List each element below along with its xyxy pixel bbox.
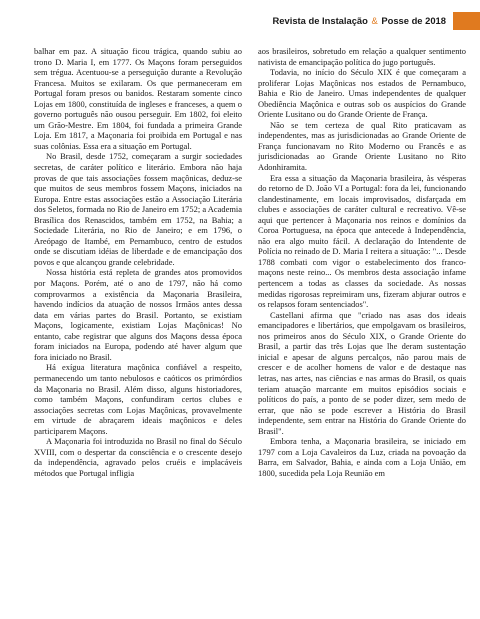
paragraph: A Maçonaria foi introduzida no Brasil no final do Século XVIII, com o despertar da consciência e o crescente desejo da independência, agravado pelos cruéis e implacáveis métodos que Portugal infligia: [34, 436, 242, 478]
paragraph: Há exígua literatura maçônica confiável a respeito, permanecendo um tanto nebulosos e caóticos os primórdios da Maçonaria no Brasil. Além disso, alguns historiadores, como também Maçons, confundiram certos clubes e associações secretas com Lojas Maçônicas, provavelmente em virtude de abraçarem ideais maçônicos e deles participarem Maçons.: [34, 362, 242, 436]
paragraph: balhar em paz. A situação ficou trágica, quando subiu ao trono D. Maria I, em 1777. Os Maçons foram perseguidos sem trégua. Acentuou-se a perseguição durante a Revolução Francesa. Muitos se exilaram. Os que permaneceram em Portugal foram presos ou banidos. Restaram somente cinco Lojas em 1800, constituída de ingleses e franceses, a quem o governo português não ousou perseguir. Em 1802, foi eleito um Grão-Mestre. Em 1804, foi fundada a primeira Grande Loja. Em 1817, a Maçonaria foi proibida em Portugal e nas suas colônias. Essa era a situação em Portugal.: [34, 46, 242, 151]
paragraph: Era essa a situação da Maçonaria brasileira, às vésperas do retorno de D. João VI a Portugal: fora da lei, funcionando clandestinamente, em locais improvisados, disfarçada em clubes e associações de caráter cultural e recreativo. Vê-se aqui que pertencer à Maçonaria nos reinos e domínios da Coroa Portuguesa, na época que antecede à Independência, não era algo muito fácil. A declaração do Intendente de Polícia no reinado de D. Maria I reitera a situação: "... Desde 1788 combati com vigor o estabelecimento dos franco-maçons neste reino... Os membros desta associação infame pertencem a todas as classes da sociedade. As nossas medidas rigorosas repreimiram uns, fizeram abjurar outros e os relapsos foram sentenciados".: [258, 172, 466, 310]
paragraph: No Brasil, desde 1752, começaram a surgir sociedades secretas, de caráter político e literário. Embora não haja provas de que tais associações fossem maçônicas, deduz-se que muitos de seus membros fossem Maçons, iniciados na Europa. Entre estas associações estão a Associação Literária dos Seletos, formada no Rio de Janeiro em 1752; a Academia Brasílica dos Renascidos, também em 1752, na Bahia; a Sociedade Literária, no Rio de Janeiro; e em 1796, o Areópago de Itambé, em Pernambuco, centro de estudos onde se discutiam idéias de liberdade e de emancipação dos povos e que alcançou grande celebridade.: [34, 151, 242, 267]
title-part-1: Revista de Instalação: [272, 15, 368, 26]
header-accent-bar: [453, 12, 480, 30]
paragraph: Nossa história está repleta de grandes atos promovidos por Maçons. Porém, até o ano de 1797, não há como comprovarmos a existência da Maçonaria Brasileira, havendo indícios da atuação de nossos Irmãos antes dessa data em várias partes do Brasil. Portanto, se existiam Maçons, logicamente, existiam Lojas Maçônicas! No entanto, cabe registrar que alguns dos Maçons dessa época foram iniciados na Europa, podendo até haver algum que fora iniciado no Brasil.: [34, 267, 242, 362]
paragraph: Todavia, no início do Século XIX é que começaram a proliferar Lojas Maçônicas nos estados de Pernambuco, Bahia e Rio de Janeiro. Umas independentes de qualquer Obediência Maçônica e outras sob os auspícios do Grande Oriente Lusitano ou do Grande Oriente de França.: [258, 67, 466, 120]
paragraph: aos brasileiros, sobretudo em relação a qualquer sentimento nativista de emancipação política do jugo português.: [258, 46, 466, 67]
title-ampersand: &: [371, 15, 378, 26]
magazine-title: [273, 15, 446, 26]
right-text-column: [258, 46, 466, 478]
page-header: [0, 8, 480, 36]
title-part-2: Posse de 2018: [381, 15, 446, 26]
paragraph: Não se tem certeza de qual Rito praticavam as independentes, mas as jurisdicionadas ao Grande Oriente de França funcionavam no Rito Moderno ou Francês e as jurisdicionadas ao Grande Oriente Lusitano no Rito Adonhiramita.: [258, 119, 466, 173]
paragraph: Embora tenha, a Maçonaria brasileira, se iniciado em 1797 com a Loja Cavaleiros da Luz, criada na povoação da Barra, em Salvador, Bahia, e ainda com a Loja União, em 1800, sucedida pela Loja Reunião em: [258, 436, 466, 478]
left-text-column: [34, 46, 242, 478]
paragraph: Castellani afirma que "criado nas asas dos ideais emancipadores e libertários, que empolgavam os brasileiros, nos primeiros anos do Século XIX, o Grande Oriente do Brasil, a partir das três Lojas que lhe deram sustentação inicial e apesar de alguns percalços, não parou mais de crescer e de acolher homens de valor e de destaque nas letras, nas artes, nas ciências e nas armas do Brasil, os quais teriam atuação marcante em muitos episódios sociais e políticos do país, a ponto de se poder dizer, sem medo de errar, que não se pode escrever a História do Brasil independente, sem entrar na História do Grande Oriente do Brasil".: [258, 309, 466, 436]
